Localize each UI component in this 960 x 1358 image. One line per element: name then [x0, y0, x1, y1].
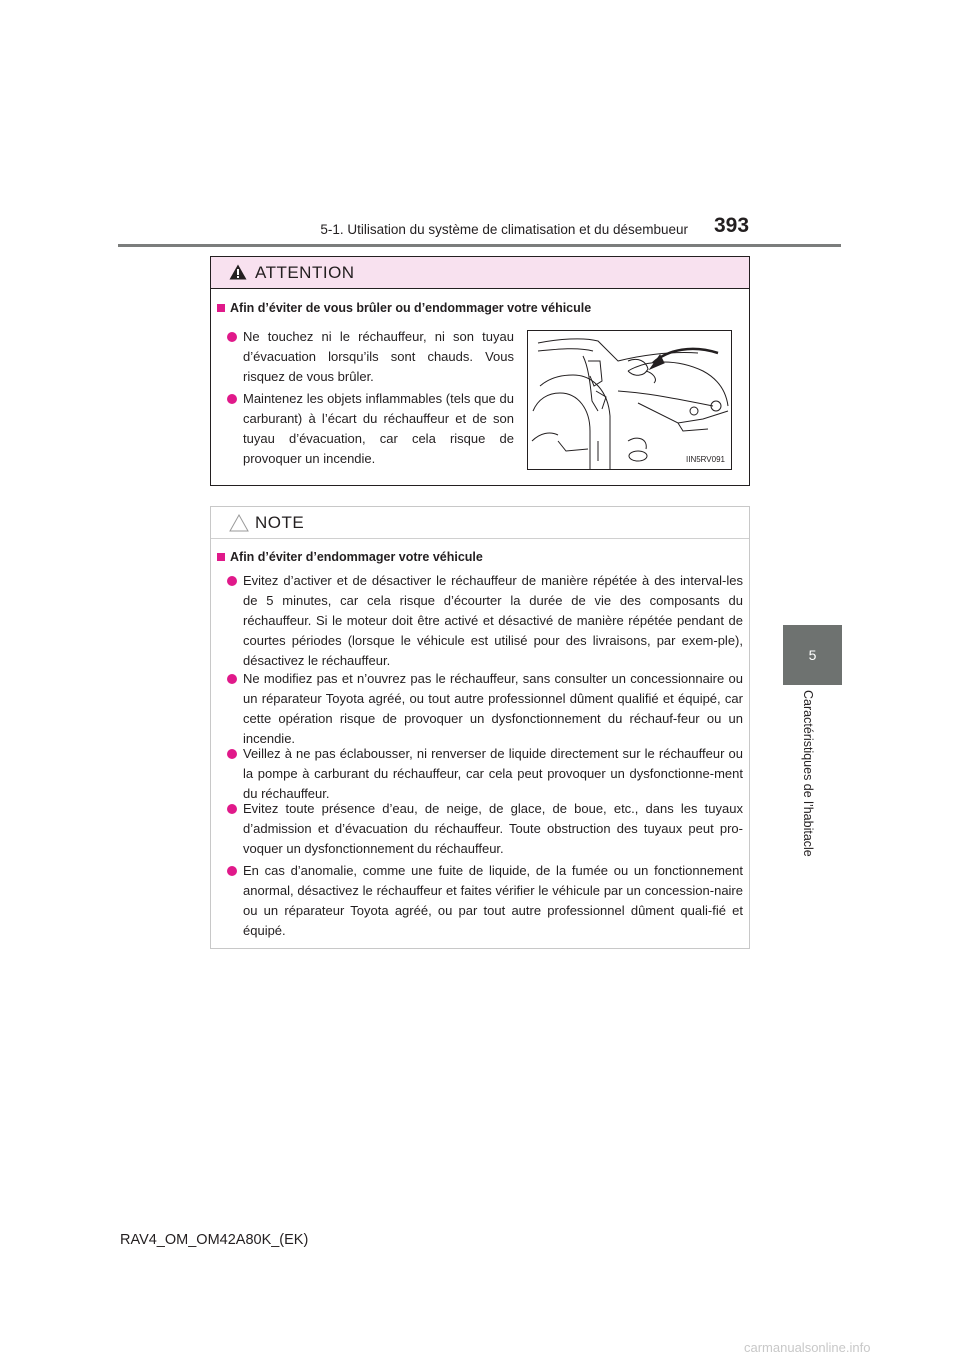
warning-icon — [229, 264, 247, 280]
attention-section-heading — [217, 301, 591, 315]
square-bullet-icon — [217, 304, 225, 312]
bullet-icon — [227, 332, 237, 342]
document-code: RAV4_OM_OM42A80K_(EK) — [120, 1232, 309, 1248]
note-item-text: Evitez toute présence d’eau, de neige, de glace, de boue, etc., dans les tuyaux d’admission et d’évacuation du réchauffeur. Toute obstruction des tuyaux peut pro-voquer un dysfonctionnement du réchauffeur. — [243, 801, 743, 856]
note-item-text: En cas d’anomalie, comme une fuite de liquide, de la fumée ou un fonctionnement anormal, désactivez le réchauffeur et faites vérifier le véhicule par un concession-naire ou un réparateur Toyota agréé, ou par tout autre professionnel dûment quali-fié et équipé. — [243, 863, 743, 938]
note-item — [243, 571, 743, 671]
attention-item-text: Ne touchez ni le réchauffeur, ni son tuyau d’évacuation lorsqu’ils sont chauds. Vous risquez de vous brûler. — [243, 329, 514, 384]
bullet-icon — [227, 394, 237, 404]
heater-illustration — [527, 330, 732, 470]
note-item — [243, 799, 743, 859]
attention-box — [210, 256, 750, 486]
attention-title: ATTENTION — [255, 263, 355, 282]
note-item — [243, 744, 743, 804]
note-item-text: Evitez d’activer et de désactiver le réchauffeur de manière répétée à des interval-les de 5 minutes, car cela risque d’écourter la durée de vie des composants du réchauffeur. Si le moteur doit être activé et désactivé de manière répétée pendant de courtes périodes (lorsque le véhicule est utilisé pour des livraisons, par exem-ple), désactivez le réchauffeur. — [243, 573, 743, 668]
note-item-text: Veillez à ne pas éclabousser, ni renverser de liquide directement sur le réchauffeur ou la pompe à carburant du réchauffeur, car cela peut provoquer un dysfonctionne-ment du réchauffeur. — [243, 746, 743, 801]
attention-header — [211, 257, 749, 289]
bullet-icon — [227, 749, 237, 759]
attention-item — [243, 389, 514, 469]
square-bullet-icon — [217, 553, 225, 561]
bullet-icon — [227, 804, 237, 814]
bullet-icon — [227, 674, 237, 684]
page-number: 393 — [714, 214, 750, 237]
chapter-tab: 5 — [783, 625, 842, 685]
bullet-icon — [227, 576, 237, 586]
note-section-heading — [217, 550, 483, 564]
note-header — [211, 507, 749, 539]
caution-outline-icon — [229, 514, 249, 532]
note-item-text: Ne modifiez pas et n’ouvrez pas le réchauffeur, sans consulter un concessionnaire ou un réparateur Toyota agréé, ou tout autre professionnel dûment qualifié et équipé, car cette opération risque de provoquer un dysfonctionnement du réchauf-feur ou un incendie. — [243, 671, 743, 746]
attention-heading-text: Afin d’éviter de vous brûler ou d’endommager votre véhicule — [230, 301, 592, 315]
attention-item-text: Maintenez les objets inflammables (tels que du carburant) à l’écart du réchauffeur et de son tuyau d’évacuation, car cela risque de provoquer un incendie. — [243, 391, 514, 466]
note-heading-text: Afin d’éviter d’endommager votre véhicule — [230, 550, 483, 564]
chapter-title: Caractéristiques de l’habitacle — [801, 690, 815, 857]
bullet-icon — [227, 866, 237, 876]
figure-code: IIN5RV091 — [686, 455, 725, 464]
header-rule — [118, 244, 841, 247]
attention-item — [243, 327, 514, 387]
car-front-illustration — [528, 331, 731, 469]
watermark: carmanualsonline.info — [744, 1340, 871, 1355]
note-item — [243, 669, 743, 749]
section-title: 5-1. Utilisation du système de climatisation et du désembueur — [320, 222, 688, 237]
note-item — [243, 861, 743, 941]
note-title: NOTE — [255, 513, 305, 532]
note-box — [210, 506, 750, 949]
